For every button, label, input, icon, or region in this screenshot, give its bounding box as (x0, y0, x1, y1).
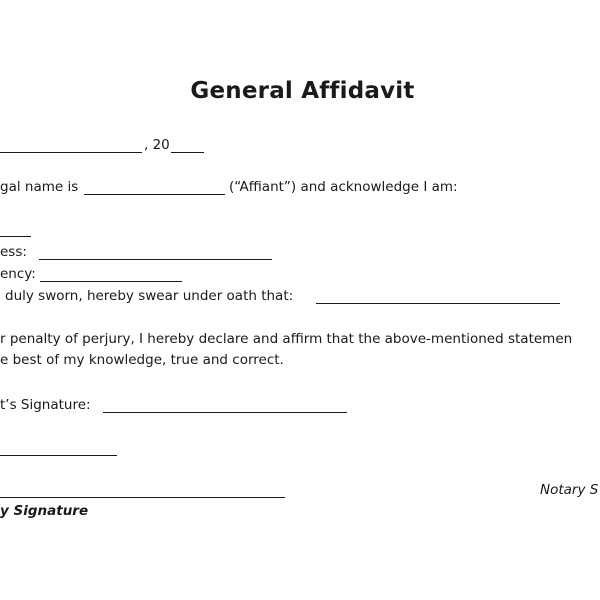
notary-seal-label: Notary S (540, 482, 599, 498)
legal-name-suffix: (“Affiant”) and acknowledge I am: (229, 179, 458, 195)
perjury-statement-line-2: e best of my knowledge, true and correct. (0, 352, 284, 368)
affiant-signature-label: t’s Signature: (0, 397, 91, 413)
date-year-prefix: , 20 (144, 137, 170, 153)
address-blank[interactable] (39, 259, 272, 260)
affiant-signature-blank[interactable] (103, 412, 347, 413)
document-title: General Affidavit (190, 78, 415, 104)
legal-name-blank[interactable] (84, 194, 225, 195)
address-label: ess: (0, 244, 27, 260)
residency-blank[interactable] (40, 281, 182, 282)
notary-signature-blank[interactable] (0, 497, 285, 498)
year-blank[interactable] (171, 152, 204, 153)
signature-date-blank[interactable] (0, 455, 117, 456)
date-blank[interactable] (0, 152, 142, 153)
perjury-statement-line-1: r penalty of perjury, I hereby declare and affirm that the above-mentioned statemen (0, 331, 573, 347)
residency-label: ency: (0, 266, 36, 282)
status-blank[interactable] (0, 236, 31, 237)
sworn-statement-text: duly sworn, hereby swear under oath that: (5, 288, 294, 304)
sworn-statement-blank[interactable] (316, 303, 560, 304)
notary-signature-label: y Signature (0, 503, 89, 519)
legal-name-prefix: gal name is (0, 179, 79, 195)
